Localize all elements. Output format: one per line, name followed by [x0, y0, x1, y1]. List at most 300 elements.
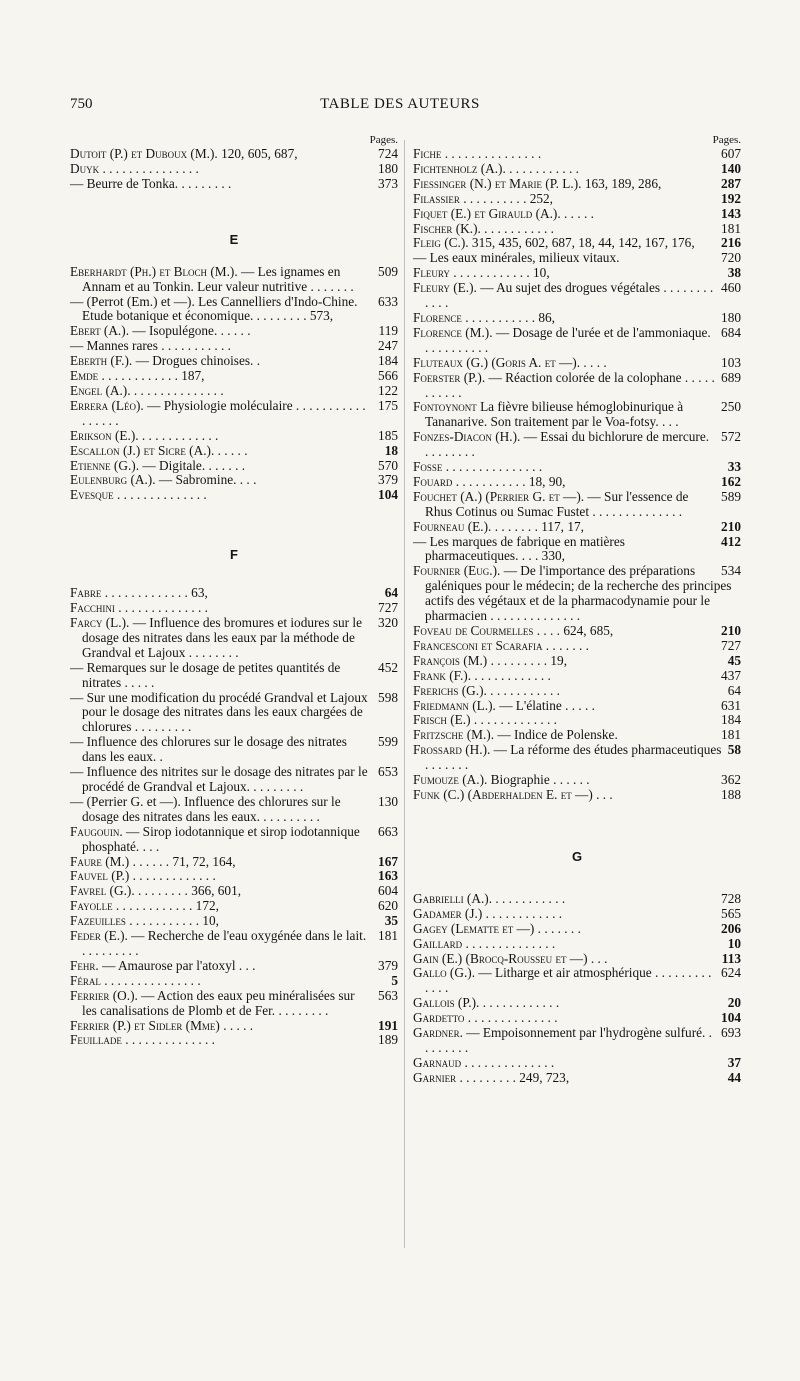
entry-text: — Influence des chlorures sur le dosage des nitrates dans les eaux. .	[70, 734, 347, 765]
entry-text: — Les eaux minérales, milieux vitaux.	[413, 250, 620, 266]
page-reference: 37	[727, 1054, 741, 1070]
author-name: Etienne (G.).	[70, 457, 140, 473]
index-entry	[70, 825, 398, 855]
entry-text: . . . . . . . . . . . . . . .	[102, 160, 199, 176]
page-reference: 140	[721, 160, 741, 176]
page-reference: 727	[378, 600, 398, 616]
entry-text: — Recherche de l'eau oxygénée dans le lait. . . . . . . . . .	[82, 928, 367, 958]
entry-text: . . . . . . . . . . . . 10,	[453, 265, 550, 281]
entry-text: . . . . . . . . . . .	[509, 160, 579, 176]
author-name: Fourneau (E.).	[413, 518, 492, 534]
entry-text: — Sirop iodotannique et sirop iodotannique phosphaté. . . .	[82, 823, 360, 854]
right-entries	[413, 147, 741, 1086]
right-column	[413, 133, 741, 1086]
page-reference: 184	[378, 353, 398, 369]
entry-text: . . . . . . . . . . . . . 63,	[104, 585, 208, 601]
entry-text: . . . . . . . . . . . 86,	[465, 309, 555, 325]
entry-text: Biographie . . . . . .	[490, 772, 590, 788]
page-reference: 566	[378, 368, 398, 384]
index-entry	[70, 616, 398, 661]
index-entry	[70, 488, 398, 503]
index-entry	[413, 162, 741, 177]
page-reference: 572	[721, 429, 741, 445]
index-entry	[413, 654, 741, 669]
author-name: Fichtenholz (A.).	[413, 160, 506, 176]
entry-text: . . . . 624, 685,	[536, 623, 614, 638]
page-reference: 175	[378, 397, 398, 413]
index-entry	[70, 162, 398, 177]
index-entry	[70, 735, 398, 765]
entry-text: . . . . . . . . 366, 601,	[138, 883, 242, 899]
entry-text: . . . . . . . . . . . 10,	[129, 913, 219, 929]
page-reference: 684	[721, 324, 741, 340]
index-entry	[70, 354, 398, 369]
author-name: Fleig (C.).	[413, 235, 469, 251]
page-reference: 412	[721, 533, 741, 549]
entry-text: . . . . . . . . . . . . . . .	[104, 972, 201, 988]
author-name: Fayolle	[70, 898, 113, 914]
index-entry	[70, 795, 398, 825]
author-name: Errera (Léo).	[70, 397, 144, 413]
entry-text: . . . . . . . . . . . . . .	[465, 935, 556, 951]
author-name: Dutoit (P.) et Duboux (M.).	[70, 146, 218, 161]
entry-text: . . . . .	[223, 1017, 254, 1033]
author-name: Faure (M.)	[70, 853, 130, 869]
entry-text: . . . . . . . . . . . .	[485, 905, 563, 921]
index-entry	[70, 601, 398, 616]
page-reference: 633	[378, 293, 398, 309]
index-entry	[70, 429, 398, 444]
entry-text: . . . . . . . . . . . . .	[473, 712, 557, 728]
section-letter: F	[230, 547, 238, 563]
index-entry	[70, 959, 398, 974]
page-reference: 689	[721, 369, 741, 385]
author-name: Gallo (G.).	[413, 965, 476, 981]
author-name: Fehr.	[70, 957, 99, 973]
entry-text: — Essai du bichlorure de mercure. . . . . . . . .	[425, 429, 710, 460]
entry-text: — Digitale. . . . . . .	[142, 457, 246, 473]
page-reference: 599	[378, 734, 398, 750]
author-name: Farcy (L.).	[70, 615, 130, 631]
entry-text: — (Perrot (Em.) et —). Les Cannelliers d'Indo-Chine. Etude botanique et économique. . . . . . . . . 573,	[70, 293, 358, 324]
entry-text: — Remarques sur le dosage de petites quantités de nitrates . . . . .	[70, 659, 341, 690]
entry-text: . . . . . . . . . . .	[495, 890, 566, 906]
index-entry	[70, 869, 398, 884]
entry-text: — Influence des nitrites sur le dosage des nitrates par le procédé de Grandval et Lajoux. . . . . . . . .	[70, 764, 368, 794]
page-reference: 189	[378, 1032, 398, 1048]
author-name: Francesconi et Scarafia	[413, 637, 543, 653]
page-reference: 724	[378, 146, 398, 161]
entry-text: — Action des eaux peu minéralisées sur les canalisations de Plomb et de Fer. . . . . . . . .	[82, 987, 355, 1018]
author-name: Fiche	[413, 146, 442, 161]
page-reference: 565	[721, 905, 741, 921]
author-name: Ebert (A.).	[70, 323, 130, 339]
index-entry	[70, 324, 398, 339]
entry-text: 315, 435, 602, 687, 18, 44, 142, 167, 176,	[471, 235, 695, 251]
author-name: Florence	[413, 309, 462, 325]
page-reference: 5	[391, 972, 398, 988]
page-reference: 185	[378, 427, 398, 443]
index-entry	[413, 1026, 741, 1056]
index-entry	[413, 475, 741, 490]
index-entry	[413, 535, 741, 565]
page-reference: 216	[721, 235, 741, 251]
index-entry	[70, 147, 398, 162]
page-header	[0, 96, 800, 118]
column-divider	[404, 140, 405, 1248]
author-name: Frisch (E.)	[413, 712, 471, 728]
page-reference: 653	[378, 764, 398, 780]
page-reference: 379	[378, 957, 398, 973]
index-entry	[413, 639, 741, 654]
author-name: Fournier (Eug.).	[413, 563, 501, 579]
page-reference: 38	[727, 265, 741, 281]
author-name: Fouard	[413, 473, 453, 489]
author-name: Fouchet (A.) (Perrier G. et —).	[413, 488, 585, 504]
entry-text: . . . . . . . . . . .	[490, 682, 560, 698]
entry-text: . . . . . . 71, 72, 164,	[132, 853, 236, 869]
entry-text: . . . . . . . . . . . . 172,	[115, 898, 219, 914]
index-entry	[70, 765, 398, 795]
index-entry	[413, 892, 741, 907]
entry-text: 120, 605, 687,	[221, 146, 298, 161]
index-entry	[413, 460, 741, 475]
author-name: Friedmann (L.).	[413, 697, 496, 713]
index-entry	[70, 265, 398, 295]
page-reference: 247	[378, 338, 398, 354]
entry-text: . . . . . . .	[537, 920, 581, 936]
page-reference: 191	[378, 1017, 398, 1033]
entry-text: — Mannes rares . . . . . . . . . . .	[70, 338, 232, 354]
entry-text: — Drogues chinoises. .	[135, 353, 261, 369]
page-reference: 64	[384, 585, 398, 601]
page-reference: 64	[727, 682, 741, 698]
index-entry	[413, 371, 741, 401]
page-reference: 181	[378, 928, 398, 944]
index-entry	[70, 295, 398, 325]
author-name: Feder (E.).	[70, 928, 128, 944]
author-name: Emde	[70, 368, 99, 384]
page-reference: 44	[727, 1069, 741, 1085]
entry-text: — Sabromine. . . .	[158, 472, 257, 488]
page-reference: 663	[378, 823, 398, 839]
index-entry	[413, 966, 741, 996]
entry-text: . . . . . . . . . . . .	[482, 995, 560, 1011]
page-reference: 119	[378, 323, 398, 339]
entry-text: — Isopulégone. . . . . .	[132, 323, 251, 339]
entry-text: — Litharge et air atmosphérique . . . . . . . . . . . . .	[425, 965, 712, 996]
page-reference: 320	[378, 615, 398, 631]
entry-text: — Sur une modification du procédé Grandval et Lajoux pour le dosage des nitrates dans les eaux chargées de chlorures . . . . . . . . .	[70, 689, 368, 735]
entry-text: . . . . . . . . . . . . . .	[464, 1054, 555, 1070]
page-reference: 534	[721, 563, 741, 579]
page-reference: 113	[721, 950, 741, 966]
page-reference: 103	[721, 354, 741, 370]
index-entry	[413, 713, 741, 728]
index-entry	[413, 207, 741, 222]
left-column	[70, 133, 398, 1048]
entry-text: . . . . . . . . . 19,	[490, 652, 568, 668]
author-name: Frerichs (G.).	[413, 682, 487, 698]
entry-text: — La réforme des études pharmaceutiques . . . . . . .	[425, 742, 722, 773]
entry-text: — Sur l'essence de Rhus Cotinus ou Sumac Fustet . . . . . . . . . . . . . .	[425, 488, 689, 519]
page-reference: 20	[727, 995, 741, 1011]
author-name: Gardner.	[413, 1025, 463, 1041]
author-name: Fonzes-Diacon (H.).	[413, 429, 521, 445]
index-entry	[70, 691, 398, 736]
page-reference: 188	[721, 786, 741, 802]
index-entry	[413, 430, 741, 460]
page-reference: 192	[721, 190, 741, 206]
index-entry	[70, 399, 398, 429]
author-name: Gaillard	[413, 935, 463, 951]
index-entry	[413, 281, 741, 311]
index-entry	[70, 974, 398, 989]
entry-text: . . . . . . . . . . . .	[474, 667, 551, 683]
index-entry	[413, 222, 741, 237]
author-name: Eulenburg (A.).	[70, 472, 156, 488]
page-reference: 728	[721, 890, 741, 906]
index-entry	[413, 1056, 741, 1071]
entry-text: — Au sujet des drogues végétales . . . . . . . . . . . .	[425, 280, 714, 311]
entry-text: — Réaction colorée de la colophane . . . . . . . . . . .	[425, 369, 715, 400]
index-entry	[413, 311, 741, 326]
entry-text: — Empoisonnement par l'hydrogène sulfuré. . . . . . . . .	[425, 1025, 713, 1055]
page-reference: 287	[721, 175, 741, 191]
index-entry	[413, 922, 741, 937]
entry-text: — Indice de Polenske.	[497, 727, 618, 743]
entry-text: 163, 189, 286,	[584, 175, 662, 191]
entry-text: . . . . . . . . . . . . . .	[118, 600, 208, 616]
index-entry	[413, 669, 741, 684]
page-reference: 181	[721, 727, 741, 743]
index-entry	[413, 728, 741, 743]
index-entry	[413, 996, 741, 1011]
entry-text: — Influence des bromures et iodures sur le dosage des nitrates dans les eaux par la méthode de Grandval et Lajoux . . . . . . . .	[82, 615, 362, 660]
author-name: Fritzsche (M.).	[413, 727, 495, 743]
page-reference: 104	[378, 487, 398, 503]
entry-text: . . . . . . . . . . 252,	[463, 190, 553, 206]
entry-text: . . . . .	[564, 205, 594, 221]
author-name: Favrel (G.).	[70, 883, 135, 899]
author-name: Ferrier (O.).	[70, 987, 138, 1003]
entry-text: . . . . . . . . . . . .	[141, 427, 219, 443]
page-reference: 570	[378, 457, 398, 473]
author-name: Fontoynont	[413, 399, 477, 415]
page-reference: 624	[721, 965, 741, 981]
index-entry	[413, 236, 741, 251]
page-reference: 167	[378, 853, 398, 869]
author-name: Fumouze (A.).	[413, 772, 488, 788]
index-entry	[413, 624, 741, 639]
author-name: Fiquet (E.) et Girauld (A.).	[413, 205, 561, 221]
entry-text: — (Perrier G. et —). Influence des chlorures sur le dosage des nitrates dans les eaux. . . . . . . . . .	[70, 793, 341, 824]
index-entry	[413, 699, 741, 714]
author-name: Fluteaux (G.) (Goris A. et —).	[413, 354, 581, 370]
entry-text: — Les marques de fabrique en matières pharmaceutiques. . . . 330,	[413, 533, 625, 564]
entry-text: . . . . . . . . . . . . 187,	[101, 368, 205, 384]
index-entry	[70, 929, 398, 959]
index-entry	[70, 1019, 398, 1034]
entry-text: . . . . . . . . . . . . .	[132, 868, 216, 884]
page-reference: 589	[721, 488, 741, 504]
author-name: Gagey (Lematte et —)	[413, 920, 535, 936]
entry-text: . . . . . . . . . . . . . . .	[444, 146, 542, 161]
page-reference: 620	[378, 898, 398, 914]
author-name: Filassier	[413, 190, 460, 206]
entry-text: . . . . . . . . . . . . . .	[116, 487, 207, 503]
entry-text: . . . .	[583, 354, 607, 370]
page-reference: 45	[727, 652, 741, 668]
author-name: Foveau de Courmelles	[413, 623, 534, 638]
entry-text: . . . . . . . . . . . . . .	[125, 1032, 215, 1048]
page-reference: 104	[721, 1010, 741, 1026]
index-entry	[70, 989, 398, 1019]
page-reference: 452	[378, 659, 398, 675]
page-reference: 181	[721, 220, 741, 236]
entry-text: — Beurre de Tonka. . . . . . . . .	[70, 175, 232, 191]
index-entry	[413, 1011, 741, 1026]
page-reference: 35	[384, 913, 398, 929]
entry-text: — Les ignames en Annam et au Tonkin. Leur valeur nutritive . . . . . . .	[82, 263, 354, 294]
index-entry	[70, 177, 398, 192]
page-reference: 563	[378, 987, 398, 1003]
entry-text: . . . . .	[217, 442, 248, 458]
page-number: 750	[70, 96, 93, 112]
index-entry	[413, 1071, 741, 1086]
index-entry	[413, 952, 741, 967]
author-name: Evesque	[70, 487, 114, 503]
page-reference: 460	[721, 280, 741, 296]
page-reference: 130	[378, 793, 398, 809]
entry-text: . . . . . . . . . . . . . . .	[445, 459, 543, 475]
page-reference: 727	[721, 637, 741, 653]
page-reference: 604	[378, 883, 398, 899]
page-reference: 631	[721, 697, 741, 713]
index-entry	[413, 773, 741, 788]
index-entry	[413, 326, 741, 356]
index-entry	[413, 251, 741, 266]
author-name: Gain (E.) (Brocq-Rousseu et —)	[413, 950, 588, 966]
page-reference: 122	[378, 382, 398, 398]
entry-text: . . . . . . .	[545, 637, 589, 653]
author-name: Gadamer (J.)	[413, 905, 483, 921]
author-name: Engel (A.).	[70, 382, 131, 398]
index-entry	[70, 473, 398, 488]
index-entry	[70, 339, 398, 354]
index-entry	[413, 788, 741, 803]
page-reference: 58	[727, 742, 741, 758]
page-reference: 206	[721, 920, 741, 936]
page-reference: 362	[721, 772, 741, 788]
entry-text: . . .	[590, 950, 608, 966]
entry-text: . . . . . . . . . . . . . .	[133, 382, 224, 398]
author-name: Eberhardt (Ph.) et Bloch (M.).	[70, 263, 238, 279]
author-name: Garnier	[413, 1069, 457, 1085]
author-name: Duyk	[70, 160, 100, 176]
pages-column-heading: Pages.	[369, 134, 398, 146]
author-name: Fabre	[70, 585, 102, 601]
index-entry	[413, 684, 741, 699]
entry-text: — De l'importance des préparations galéniques pour le médecin; de la recherche des principes actifs des végétaux et de la pharmacodynamie pour le pharmacien . . . . . . . . . . . . . .	[425, 563, 732, 624]
author-name: Gabrielli (A.).	[413, 890, 493, 906]
index-entry	[413, 266, 741, 281]
entry-text: — L'élatine . . . . .	[499, 697, 596, 713]
author-name: Ferrier (P.) et Sidler (Mme)	[70, 1017, 220, 1033]
index-entry	[70, 914, 398, 929]
page-reference: 210	[721, 518, 741, 534]
author-name: Feuillade	[70, 1032, 122, 1048]
author-name: Fosse	[413, 459, 443, 475]
page-reference: 437	[721, 667, 741, 683]
author-name: Féral	[70, 972, 101, 988]
index-entry	[70, 884, 398, 899]
author-name: Facchini	[70, 600, 115, 616]
index-entry	[413, 907, 741, 922]
author-name: Eberth (F.).	[70, 353, 133, 369]
index-entry	[413, 520, 741, 535]
author-name: Fleury (E.).	[413, 280, 477, 296]
author-name: Fazeuilles	[70, 913, 126, 929]
entry-text: — Amaurose par l'atoxyl . . .	[102, 957, 256, 973]
entry-text: La fièvre bilieuse hémoglobinurique à Tananarive. Son traitement par le Voa-fotsy. . . .	[425, 399, 684, 430]
running-title: TABLE DES AUTEURS	[320, 96, 480, 112]
pages-column-heading: Pages.	[712, 134, 741, 146]
entry-text: . . . . . . . 117, 17,	[494, 518, 584, 534]
entry-text: . . . . . . . . . 249, 723,	[459, 1069, 570, 1085]
index-entry	[413, 177, 741, 192]
page-reference: 180	[378, 160, 398, 176]
page-reference: 33	[727, 459, 741, 475]
index-entry	[413, 937, 741, 952]
page-reference: 607	[721, 146, 741, 161]
author-name: François (M.)	[413, 652, 488, 668]
author-name: Foerster (P.).	[413, 369, 486, 385]
author-name: Fischer (K.).	[413, 220, 481, 236]
entry-text: — Dosage de l'urée et de l'ammoniaque. . . . . . . . . . .	[425, 324, 711, 355]
author-name: Garnaud	[413, 1054, 462, 1070]
author-name: Escallon (J.) et Sicre (A.).	[70, 442, 215, 458]
page-reference: 720	[721, 250, 741, 266]
index-entry	[70, 459, 398, 474]
index-entry	[413, 356, 741, 371]
page-reference: 210	[721, 623, 741, 638]
index-entry	[70, 899, 398, 914]
index-entry	[70, 369, 398, 384]
page-reference: 180	[721, 309, 741, 325]
page-reference: 379	[378, 472, 398, 488]
page-reference: 509	[378, 263, 398, 279]
page-reference: 143	[721, 205, 741, 221]
author-name: Florence (M.).	[413, 324, 493, 340]
section-letter: E	[229, 231, 239, 247]
author-name: Faugouin.	[70, 823, 123, 839]
page-reference: 10	[727, 935, 741, 951]
index-entry	[70, 384, 398, 399]
left-entries	[70, 147, 398, 1048]
page-reference: 250	[721, 399, 741, 415]
page-reference: 163	[378, 868, 398, 884]
index-entry	[70, 444, 398, 459]
author-name: Fauvel (P.)	[70, 868, 130, 884]
entry-text: . . . . . . . . . . .	[484, 220, 554, 236]
index-entry	[413, 743, 741, 773]
index-entry	[413, 147, 741, 162]
author-name: Frank (F.).	[413, 667, 472, 683]
index-entry	[70, 1033, 398, 1048]
page-reference: 18	[384, 442, 398, 458]
page-reference: 598	[378, 689, 398, 705]
